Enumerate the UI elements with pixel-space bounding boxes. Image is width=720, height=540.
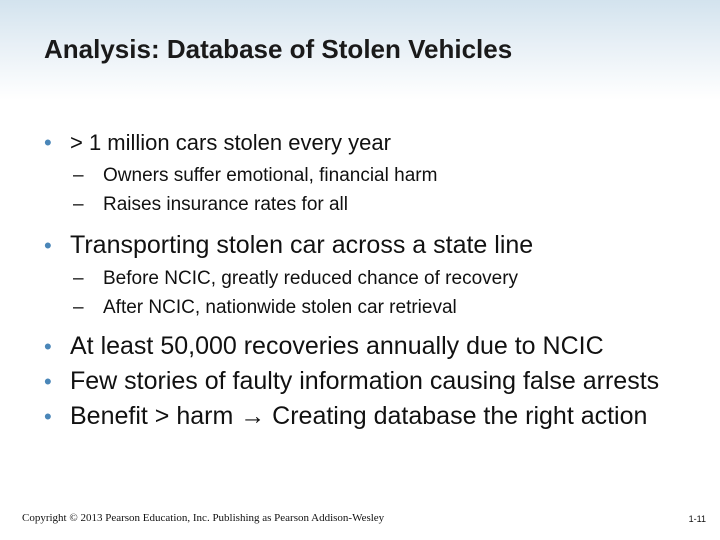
bullet-text: Few stories of faulty information causing false arrests: [70, 367, 660, 395]
sub-bullet-item: [0, 190, 720, 219]
bullet-item: [0, 231, 680, 260]
bullet-icon: •: [44, 334, 52, 359]
bullet-icon: •: [44, 233, 52, 258]
bullet-text: > 1 million cars stolen every year: [70, 130, 391, 155]
sub-bullet-item: [0, 264, 720, 293]
sub-bullet-item: [0, 161, 720, 190]
copyright-notice: Copyright © 2013 Pearson Education, Inc. Publishing as Pearson Addison-Wesley: [22, 512, 385, 524]
bullet-item: [0, 332, 680, 361]
sub-bullet-item: [0, 293, 720, 322]
bullet-item: [0, 367, 670, 396]
bullet-text: Benefit > harm → Creating database the right action: [70, 402, 648, 430]
page-number: 1-11: [688, 514, 706, 524]
bullet-icon: •: [44, 369, 52, 394]
sub-bullet-text: Before NCIC, greatly reduced chance of recovery: [103, 268, 519, 289]
slide-title: Analysis: Database of Stolen Vehicles: [44, 34, 513, 64]
bullet-item: [0, 402, 650, 431]
bullet-icon: •: [44, 130, 52, 155]
slide-body: [0, 128, 720, 431]
dash-icon: –: [73, 297, 84, 318]
sub-bullet-text: After NCIC, nationwide stolen car retrieval: [103, 297, 457, 318]
sub-bullet-text: Raises insurance rates for all: [103, 194, 348, 215]
bullet-icon: •: [44, 404, 52, 429]
sub-bullet-text: Owners suffer emotional, financial harm: [103, 165, 438, 186]
bullet-text: At least 50,000 recoveries annually due to NCIC: [70, 332, 604, 360]
dash-icon: –: [73, 165, 84, 186]
dash-icon: –: [73, 194, 84, 215]
dash-icon: –: [73, 268, 84, 289]
bullet-item: [0, 128, 680, 157]
bullet-text: Transporting stolen car across a state line: [70, 231, 534, 259]
